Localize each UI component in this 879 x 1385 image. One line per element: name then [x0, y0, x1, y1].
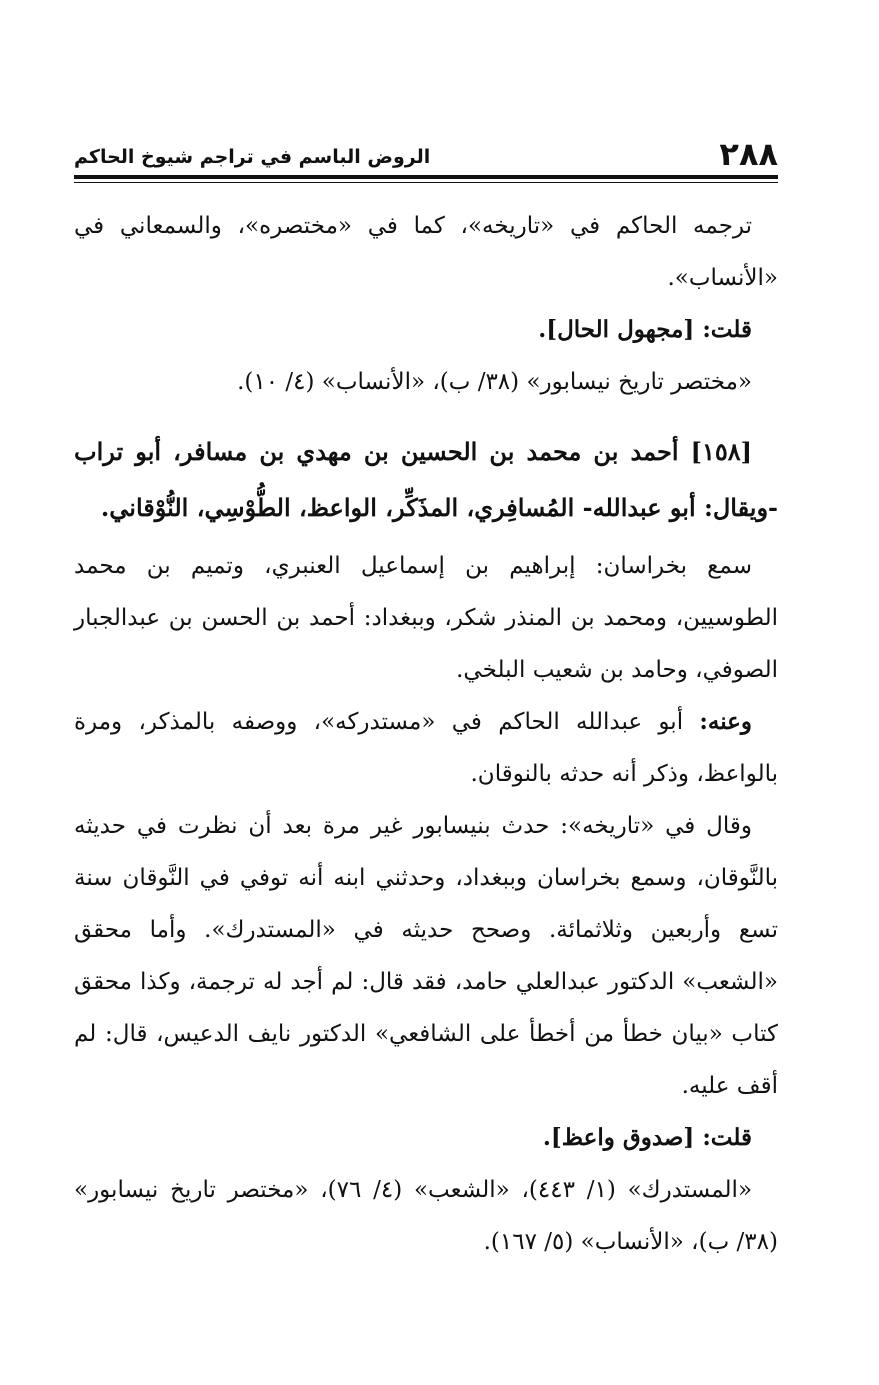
sources-line-2: «المستدرك» (١/ ٤٤٣)، «الشعب» (٤/ ٧٦)، «مختصر تاريخ نيسابور» (٣٨/ ب)، «الأنساب» (٥/ ١٦٧). — [74, 1177, 778, 1255]
students-text: أبو عبدالله الحاكم في «مستدركه»، ووصفه بالمذكر، ومرة بالواعظ، وذكر أنه حدثه بالنوقان. — [74, 709, 778, 787]
page-body — [74, 200, 778, 1268]
verdict-truthful-preacher: قلت: [صدوق واعظ]. — [542, 1124, 752, 1151]
book-title: الروض الباسم في تراجم شيوخ الحاكم — [74, 146, 431, 168]
paragraph-teachers: سمع بخراسان: إبراهيم بن إسماعيل العنبري، وتميم بن محمد الطوسيين، ومحمد بن المنذر شكر، وببغداد: أحمد بن الحسن بن عبدالجبار الصوفي، وحامد بن شعيب البلخي. — [74, 553, 778, 683]
paragraph-students — [74, 696, 778, 800]
header-rule-thick — [74, 175, 778, 179]
page-number: ٢٨٨ — [719, 135, 778, 173]
entry-heading-158: [١٥٨] أحمد بن محمد بن الحسين بن مهدي بن مسافر، أبو تراب -ويقال: أبو عبدالله- المُسافِري، المذَكِّر، الواعظ، الطُّوْسِي، النُّوْقاني. — [74, 437, 778, 522]
verdict-unknown-status: قلت: [مجهول الحال]. — [538, 316, 752, 343]
paragraph-biography-source: ترجمه الحاكم في «تاريخه»، كما في «مختصره»، والسمعاني في «الأنساب». — [74, 213, 778, 291]
running-header — [74, 136, 778, 172]
students-lead: وعنه: — [699, 708, 752, 735]
sources-line-1: «مختصر تاريخ نيسابور» (٣٨/ ب)، «الأنساب» (٤/ ١٠). — [237, 369, 752, 395]
paragraph-history-quote: وقال في «تاريخه»: حدث بنيسابور غير مرة بعد أن نظرت في حديثه بالنَّوقان، وسمع بخراسان وببغداد، وحدثني ابنه أنه توفي في النَّوقان سنة تسع وأربعين وثلاثمائة. وصحح حديثه في «المستدرك». وأما محقق «الشعب» الدكتور عبدالعلي حامد، فقد قال: لم أجد له ترجمة، وكذا محقق كتاب «بيان خطأ من أخطأ على الشافعي» الدكتور نايف الدعيس، قال: لم أقف عليه. — [74, 813, 778, 1099]
section-gap — [74, 408, 778, 424]
header-rule-thin — [74, 182, 778, 183]
